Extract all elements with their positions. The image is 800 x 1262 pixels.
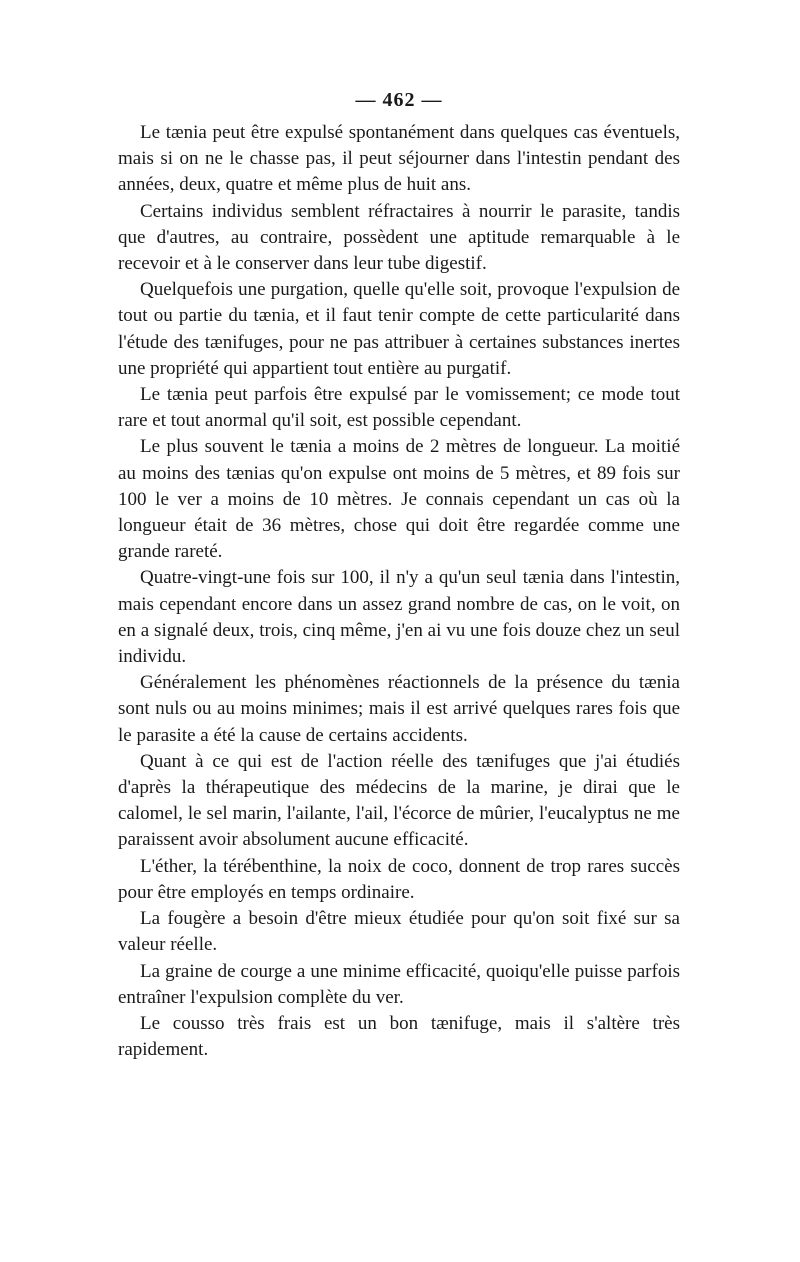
- paragraph-length: Le plus souvent le tænia a moins de 2 mètres de longueur. La moitié au moins des tænias qu'on expulse ont moins de 5 mètres, et 89 fois sur 100 le ver a moins de 10 mètres. Je connais cependant un cas où la longueur était de 36 mètres, chose qui doit être regardée comme une grande rareté.: [118, 436, 680, 563]
- paragraph-fern: La fougère a besoin d'être mieux étudiée pour qu'on soit fixé sur sa valeur réelle.: [118, 908, 680, 956]
- book-page: [118, 86, 680, 1063]
- paragraph-taenifuges-action: Quant à ce qui est de l'action réelle des tænifuges que j'ai étudiés d'après la thérapeutique des médecins de la marine, je dirai que le calomel, le sel marin, l'ailante, l'ail, l'écorce de mûrier, l'eucalyptus ne me paraissent avoir absolument aucune efficacité.: [118, 750, 680, 851]
- paragraph-expulsion-spontaneous: Le tænia peut être expulsé spontanément dans quelques cas éventuels, mais si on ne le chasse pas, il peut séjourner dans l'intestin pendant des années, deux, quatre et même plus de huit ans.: [118, 122, 680, 196]
- paragraph-pumpkin-seed: La graine de courge a une minime efficacité, quoiqu'elle puisse parfois entraîner l'expulsion complète du ver.: [118, 960, 680, 1008]
- paragraph-count: Quatre-vingt-une fois sur 100, il n'y a qu'un seul tænia dans l'intestin, mais cependant encore dans un assez grand nombre de cas, on le voit, on en a signalé deux, trois, cinq même, j'en ai vu une fois douze chez un seul individu.: [118, 567, 680, 668]
- paragraph-cousso: Le cousso très frais est un bon tænifuge, mais il s'altère très rapidement.: [118, 1012, 680, 1061]
- paragraph-ether: L'éther, la térébenthine, la noix de coco, donnent de trop rares succès pour être employés en temps ordinaire.: [118, 855, 680, 903]
- paragraph-refractory-individuals: Certains individus semblent réfractaires à nourrir le parasite, tandis que d'autres, au contraire, possèdent une aptitude remarquable à le recevoir et à le conserver dans leur tube digestif.: [118, 200, 680, 275]
- paragraph-vomiting: Le tænia peut parfois être expulsé par le vomissement; ce mode tout rare et tout anormal qu'il soit, est possible cependant.: [118, 384, 680, 432]
- paragraph-purgation: Quelquefois une purgation, quelle qu'elle soit, provoque l'expulsion de tout ou partie du tænia, et il faut tenir compte de cette particularité dans l'étude des tænifuges, pour ne pas attribuer à certaines substances inertes une propriété qui appartient tout entière au purgatif.: [118, 279, 680, 379]
- paragraph-symptoms: Généralement les phénomènes réactionnels de la présence du tænia sont nuls ou au moins minimes; mais il est arrivé quelques rares fois que le parasite a été la cause de certains accidents.: [118, 672, 680, 746]
- page-number: — 462 —: [355, 89, 443, 111]
